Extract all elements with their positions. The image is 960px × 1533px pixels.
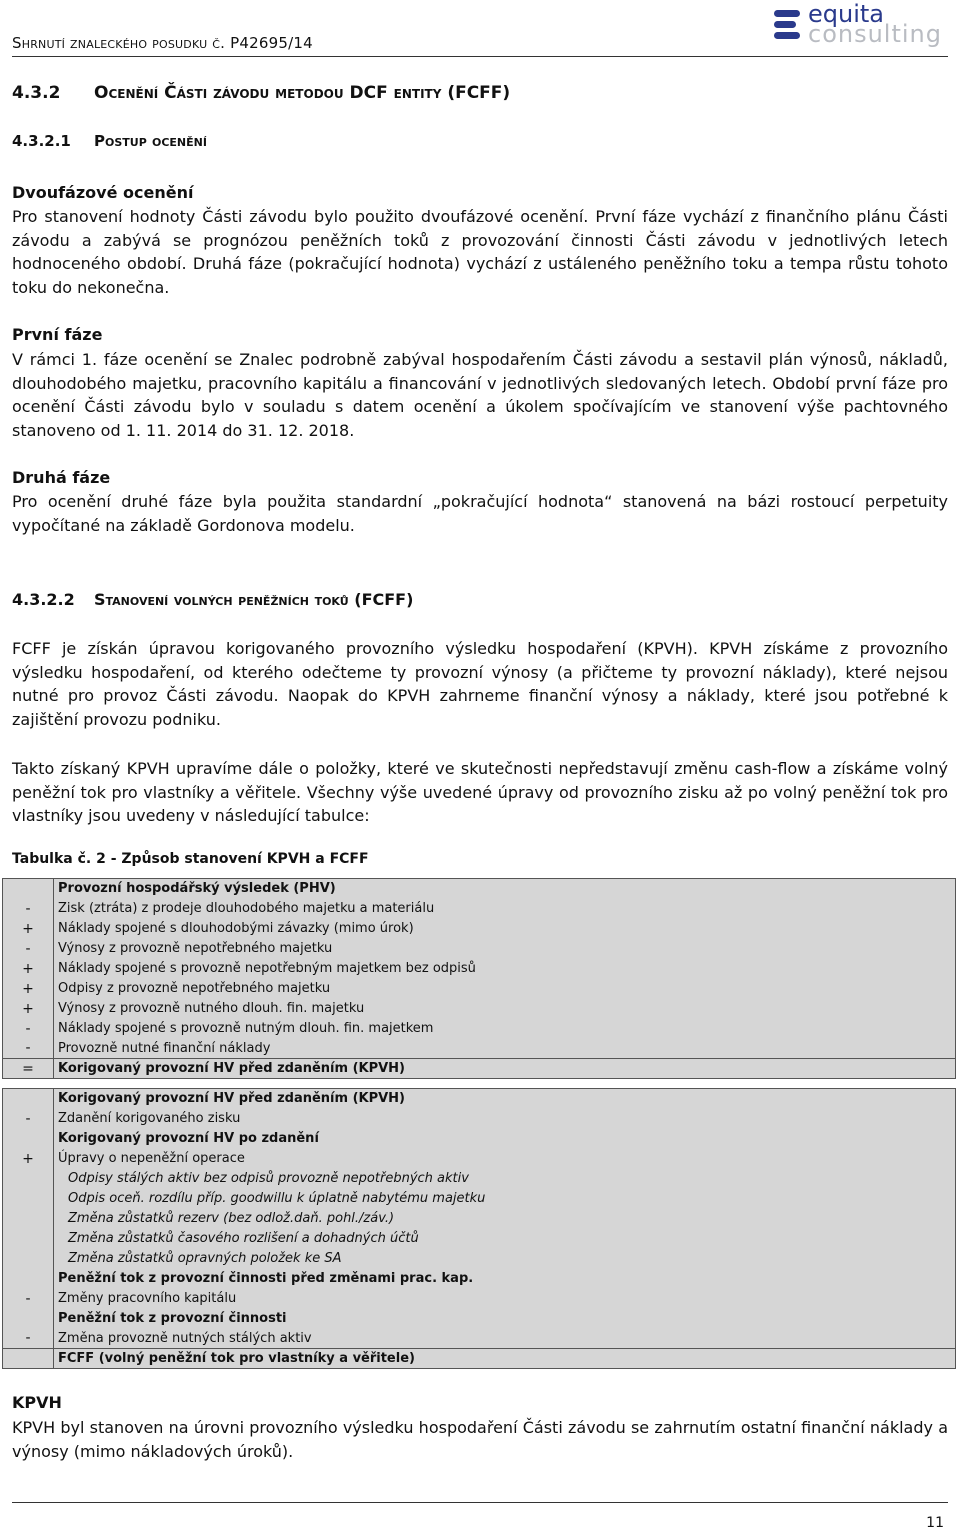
title-smallcaps: hrnutí znaleckého posudku č. [21, 34, 226, 52]
row-label: Úpravy o nepeněžní operace [54, 1149, 956, 1169]
row-sign: - [3, 939, 54, 959]
row-sign: - [3, 1329, 54, 1349]
row-label: Odpisy stálých aktiv bez odpisů provozně nepotřebných aktiv [54, 1169, 956, 1189]
subsection-title: Postup ocenění [94, 132, 207, 150]
row-sign: - [3, 1019, 54, 1039]
table-row [3, 1109, 956, 1129]
table-gap [3, 1079, 956, 1089]
row-sign: + [3, 979, 54, 999]
row-sign: - [3, 899, 54, 919]
table-row [3, 1229, 956, 1249]
title-number: P42695/14 [225, 34, 313, 52]
table-row [3, 1349, 956, 1369]
row-sign [3, 1089, 54, 1109]
row-label: Odpis oceň. rozdílu příp. goodwillu k úplatně nabytému majetku [54, 1189, 956, 1209]
row-sign [3, 1169, 54, 1189]
table-row [3, 1169, 956, 1189]
row-sign: = [3, 1059, 54, 1079]
row-sign: - [3, 1289, 54, 1309]
row-sign [3, 1349, 54, 1369]
row-sign: - [3, 1039, 54, 1059]
row-label: Peněžní tok z provozní činnosti [54, 1309, 956, 1329]
table-row [3, 1089, 956, 1109]
table-row [3, 1249, 956, 1269]
subsection-number: 4.3.2.1 [12, 132, 71, 150]
two-phase-heading: Dvoufázové ocenění [12, 183, 194, 202]
section-heading [12, 83, 510, 103]
page-header [0, 0, 960, 56]
row-label: Zisk (ztráta) z prodeje dlouhodobého majetku a materiálu [54, 899, 956, 919]
row-label: Korigovaný provozní HV před zdaněním (KPVH) [54, 1059, 956, 1079]
logo-text-consulting: consulting [808, 20, 942, 48]
table-row [3, 979, 956, 999]
row-sign: - [3, 1109, 54, 1129]
row-label: Výnosy z provozně nutného dlouh. fin. majetku [54, 999, 956, 1019]
row-sign: + [3, 1149, 54, 1169]
row-sign [3, 1249, 54, 1269]
footer-divider [12, 1502, 948, 1503]
table-row [3, 1059, 956, 1079]
row-sign [3, 1209, 54, 1229]
row-label: Změna zůstatků časového rozlišení a dohadných účtů [54, 1229, 956, 1249]
subsection2-title: Stanovení volných peněžních toků (FCFF) [94, 590, 414, 609]
table-row [3, 959, 956, 979]
row-label: Odpisy z provozně nepotřebného majetku [54, 979, 956, 999]
section-number: 4.3.2 [12, 83, 61, 103]
phase2-heading: Druhá fáze [12, 468, 111, 487]
row-label: Korigovaný provozní HV po zdanění [54, 1129, 956, 1149]
header-divider [12, 56, 948, 57]
table-row [3, 1269, 956, 1289]
row-label: FCFF (volný peněžní tok pro vlastníky a věřitele) [54, 1349, 956, 1369]
subsection-heading-1 [12, 132, 207, 150]
row-sign [3, 879, 54, 899]
table-row [3, 999, 956, 1019]
table-row [3, 879, 956, 899]
document-title [12, 34, 313, 52]
row-label: Změna zůstatků opravných položek ke SA [54, 1249, 956, 1269]
phase2-paragraph: Pro ocenění druhé fáze byla použita standardní „pokračující hodnota“ stanovená na bázi rostoucí perpetuity vypočítané na základě Gordonova modelu. [12, 492, 948, 535]
logo-text-equita: equita [808, 0, 884, 28]
row-label: Změna provozně nutných stálých aktiv [54, 1329, 956, 1349]
row-sign [3, 1269, 54, 1289]
kpvh-heading: KPVH [12, 1393, 62, 1412]
row-sign: + [3, 919, 54, 939]
phase1-heading: První fáze [12, 325, 103, 344]
table-row [3, 1149, 956, 1169]
row-label: Peněžní tok z provozní činnosti před změnami prac. kap. [54, 1269, 956, 1289]
fcff-paragraph-2: Takto získaný KPVH upravíme dále o položky, které ve skutečnosti nepředstavují změnu cash-flow a získáme volný peněžní tok pro vlastníky a věřitele. Všechny výše uvedené úpravy od provozního zisku až po volný peněžní tok pro vlastníky jsou uvedeny v následující tabulce: [12, 759, 948, 825]
section-title: Ocenění Části závodu metodou DCF entity (FCFF) [94, 83, 511, 103]
row-label: Provozně nutné finanční náklady [54, 1039, 956, 1059]
gap-cell [3, 1079, 956, 1089]
row-label: Náklady spojené s dlouhodobými závazky (mimo úrok) [54, 919, 956, 939]
table-row [3, 919, 956, 939]
table-row [3, 1329, 956, 1349]
row-label: Zdanění korigovaného zisku [54, 1109, 956, 1129]
two-phase-paragraph: Pro stanovení hodnoty Části závodu bylo použito dvoufázové ocenění. První fáze vychází z finančního plánu Části závodu a zabývá se prognózou peněžních toků z provozování činnosti Části závodu v jednotlivých letech hodnoceného období. Druhá fáze (pokračující hodnota) vychází z ustáleného peněžního toku a tempa růstu tohoto toku do nekonečna. [12, 207, 948, 297]
phase1-paragraph: V rámci 1. fáze ocenění se Znalec podrobně zabýval hospodařením Části závodu a sestavil plán výnosů, nákladů, dlouhodobého majetku, pracovního kapitálu a financování v jednotlivých sledovaných letech. Období první fáze pro ocenění Části závodu bylo v souladu s datem ocenění a úkolem spočívajícím ve stanovení výše pachtovného stanoveno od 1. 11. 2014 do 31. 12. 2018. [12, 350, 948, 440]
kpvh-paragraph: KPVH byl stanoven na úrovni provozního výsledku hospodaření Části závodu se zahrnutím ostatní finanční náklady a výnosy (mimo nákladových úroků). [12, 1418, 948, 1461]
table-row [3, 1309, 956, 1329]
row-label: Změna zůstatků rezerv (bez odlož.daň. pohl./záv.) [54, 1209, 956, 1229]
table-row [3, 939, 956, 959]
table-row [3, 1289, 956, 1309]
table-row [3, 1039, 956, 1059]
row-sign [3, 1309, 54, 1329]
row-sign: + [3, 999, 54, 1019]
row-sign [3, 1229, 54, 1249]
table-caption: Tabulka č. 2 - Způsob stanovení KPVH a FCFF [12, 851, 369, 867]
kpvh-fcff-table [2, 878, 956, 1369]
title-prefix: S [12, 34, 22, 52]
row-label: Provozní hospodářský výsledek (PHV) [54, 879, 956, 899]
page-number: 11 [926, 1515, 944, 1531]
row-label: Náklady spojené s provozně nutným dlouh. fin. majetkem [54, 1019, 956, 1039]
row-label: Změny pracovního kapitálu [54, 1289, 956, 1309]
row-label: Korigovaný provozní HV před zdaněním (KPVH) [54, 1089, 956, 1109]
equita-logo [772, 2, 942, 48]
subsection2-number: 4.3.2.2 [12, 590, 75, 609]
table-row [3, 1209, 956, 1229]
table-row [3, 1129, 956, 1149]
table-row [3, 1019, 956, 1039]
fcff-paragraph-1: FCFF je získán úpravou korigovaného provozního výsledku hospodaření (KPVH). KPVH získáme z provozního výsledku hospodaření, od kterého odečteme ty provozní výnosy (a přičteme ty provozní náklady), které nejsou nutné pro provoz Části závodu. Naopak do KPVH zahrneme finanční výnosy a náklady, které jsou potřebné k zajištění provozu podniku. [12, 639, 948, 729]
table-row [3, 899, 956, 919]
logo-mark-icon [772, 8, 802, 42]
row-sign [3, 1189, 54, 1209]
table-row [3, 1189, 956, 1209]
row-label: Náklady spojené s provozně nepotřebným majetkem bez odpisů [54, 959, 956, 979]
subsection-heading-2 [12, 590, 413, 609]
row-sign [3, 1129, 54, 1149]
row-sign: + [3, 959, 54, 979]
row-label: Výnosy z provozně nepotřebného majetku [54, 939, 956, 959]
